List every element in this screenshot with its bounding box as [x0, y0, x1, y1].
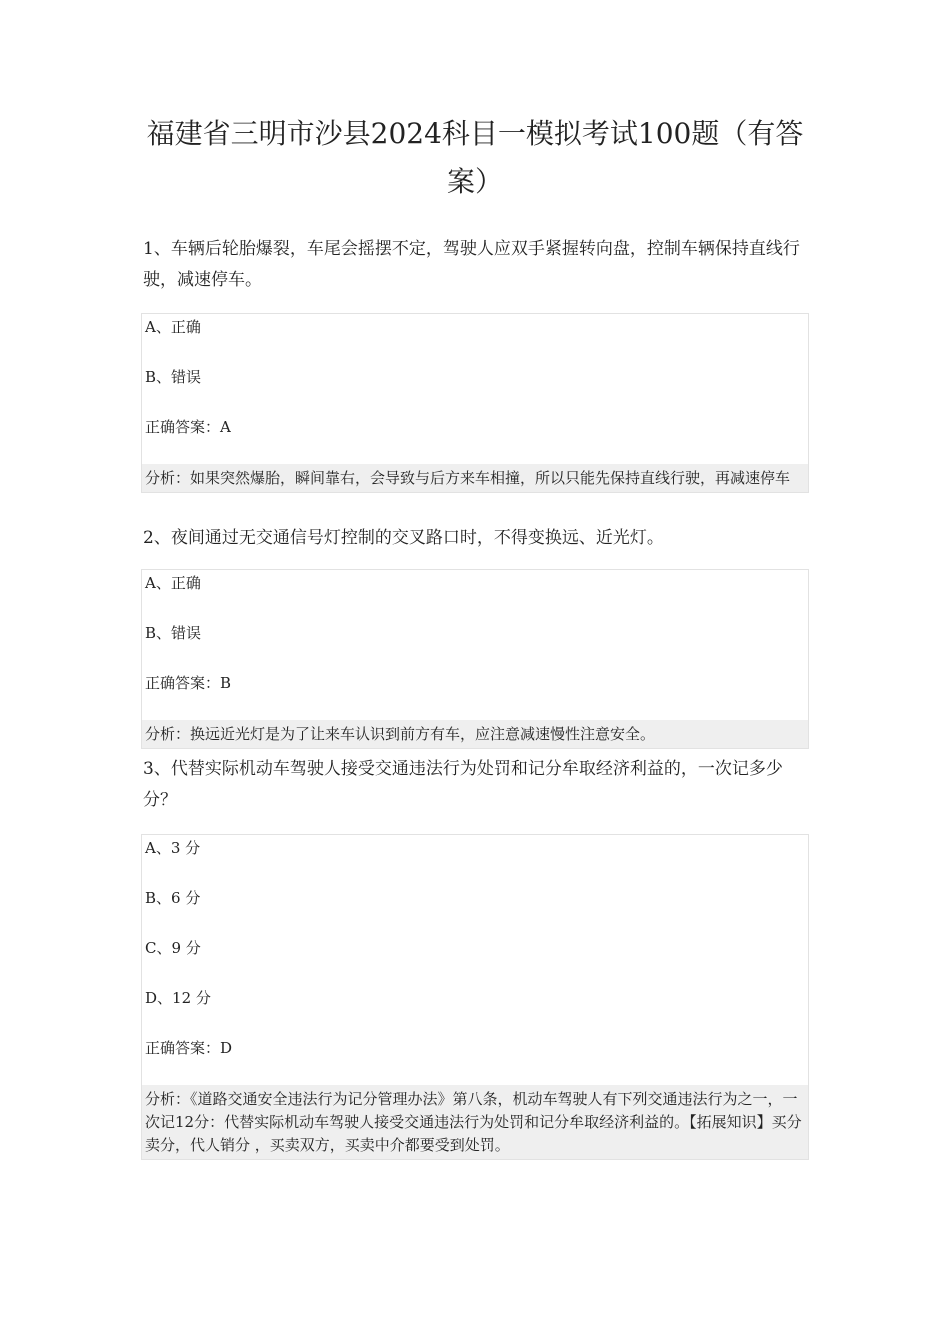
question-3-analysis: 分析：《道路交通安全违法行为记分管理办法》第八条，机动车驾驶人有下列交通违法行为之一，一次记12分：代替实际机动车驾驶人接受交通违法行为处罚和记分牟取经济利益的。【拓展知识】买分卖分，代人销分 ，买卖双方，买卖中介都要受到处罚。 [142, 1085, 808, 1160]
question-1-option-b: B、错误 [145, 368, 202, 386]
question-3-stem: 3、代替实际机动车驾驶人接受交通违法行为处罚和记分牟取经济利益的，一次记多少分？ [143, 759, 783, 810]
question-3-option-d: D、12 分 [145, 989, 211, 1007]
question-1-answer: 正确答案：A [145, 418, 231, 436]
question-3-answer: 正确答案：D [145, 1039, 233, 1057]
question-2-option-a: A、正确 [145, 574, 201, 592]
question-2-stem: 2、夜间通过无交通信号灯控制的交叉路口时，不得变换远、近光灯。 [143, 528, 664, 548]
question-2-box [141, 569, 809, 749]
question-3-option-c: C、9 分 [145, 939, 201, 957]
question-1-stem: 1、车辆后轮胎爆裂，车尾会摇摆不定，驾驶人应双手紧握转向盘，控制车辆保持直线行驶，减速停车。 [143, 239, 800, 290]
question-3-option-b: B、6 分 [145, 889, 201, 907]
question-2-option-b: B、错误 [145, 624, 202, 642]
question-1-box [141, 313, 809, 493]
question-2-analysis: 分析：换远近光灯是为了让来车认识到前方有车，应注意减速慢性注意安全。 [142, 720, 808, 749]
question-3-option-a: A、3 分 [145, 839, 201, 857]
question-3-box [141, 834, 809, 1160]
question-1-option-a: A、正确 [145, 318, 201, 336]
question-2-answer: 正确答案：B [145, 674, 232, 692]
document-title: 福建省三明市沙县2024科目一模拟考试100题（有答案） [146, 117, 804, 198]
question-1-analysis: 分析：如果突然爆胎，瞬间靠右，会导致与后方来车相撞，所以只能先保持直线行驶，再减速停车 [142, 464, 808, 493]
